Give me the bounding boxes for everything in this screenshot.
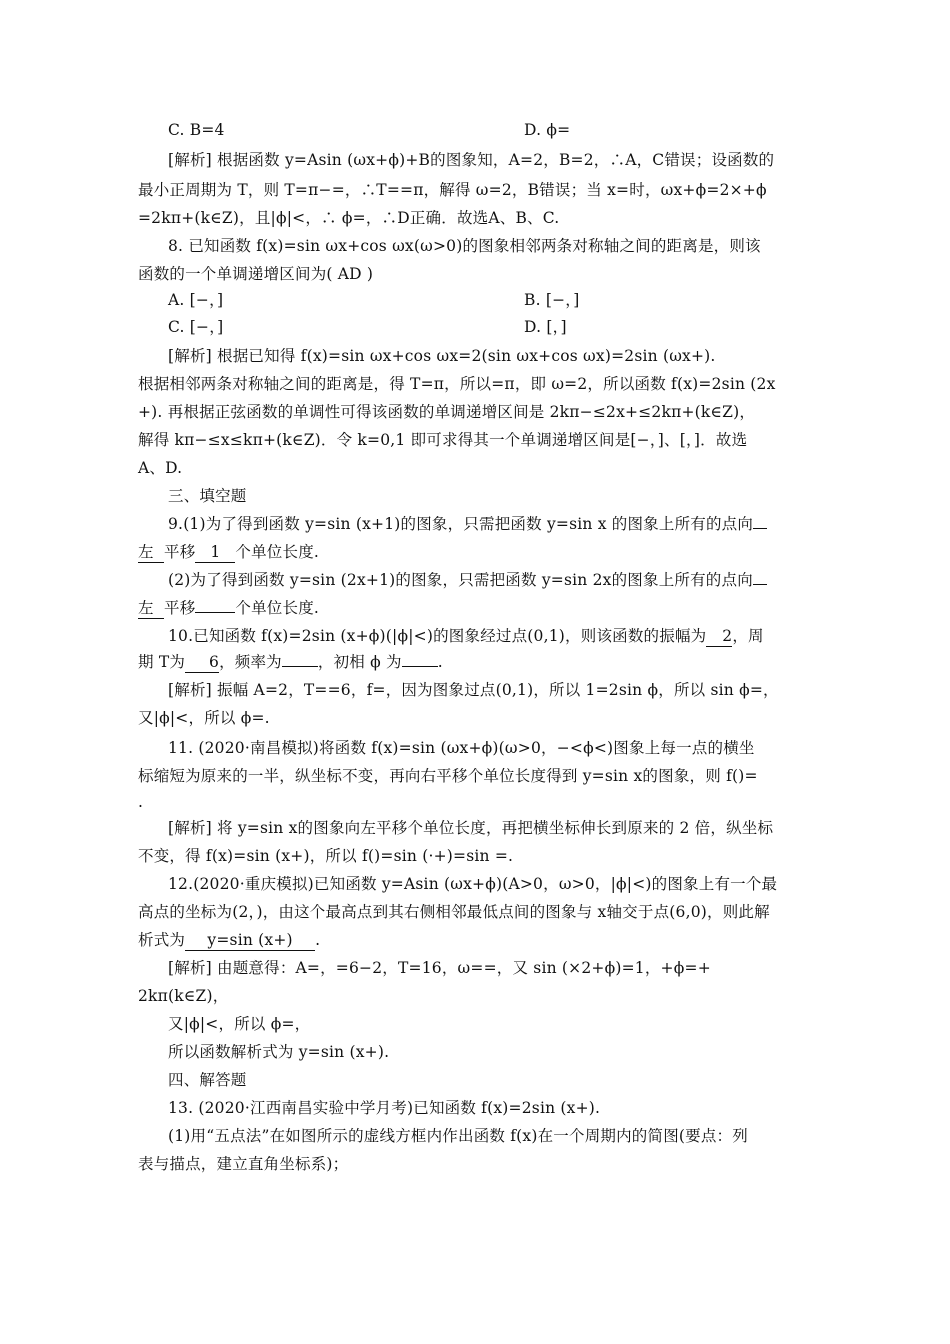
text-line: (1)用“五点法”在如图所示的虚线方框内作出函数 f(x)在一个周期内的简图(要点：列 <box>168 1127 748 1145</box>
question-10: 10.已知函数 f(x)=2sin (x+ϕ)(|ϕ|<)的图象经过点(0,1)，则该函数的振幅为 2，周 <box>168 627 764 645</box>
option-row: A. [−，] B. [−，] <box>168 291 580 309</box>
text-line: A、D. <box>138 459 183 477</box>
question-11: 11. (2020·南昌模拟)将函数 f(x)=sin (ωx+ϕ)(ω>0，−<ϕ<)图象上每一点的横坐 <box>168 739 755 757</box>
text-line: 又|ϕ|<，所以 ϕ=. <box>138 709 270 727</box>
text-line: 所以函数解析式为 y=sin (x+). <box>168 1043 390 1061</box>
option-d: D. ϕ= <box>524 121 571 139</box>
text-line: +). 再根据正弦函数的单调性可得该函数的单调递增区间是 2kπ−≤2x+≤2kπ+(k∈Z)， <box>138 403 756 421</box>
text-line: 解得 kπ−≤x≤kπ+(k∈Z)．令 k=0,1 即可求得其一个单调递增区间是[−，]、[，]．故选 <box>138 431 748 449</box>
section-heading: 四、解答题 <box>168 1071 247 1089</box>
option-c: C. B=4 D. ϕ= <box>168 121 571 139</box>
text-line: 标缩短为原来的一半，纵坐标不变，再向右平移个单位长度得到 y=sin x的图象，则 f()= <box>138 767 758 785</box>
text-line: 又|ϕ|<，所以 ϕ=， <box>168 1015 311 1033</box>
text-line: 左 平移 1 个单位长度. <box>138 543 320 561</box>
text-line: 最小正周期为 T，则 T=π−=，∴T==π，解得 ω=2，B错误；当 x=时，ωx+ϕ=2×+ϕ <box>138 181 767 199</box>
text-line: 表与描点，建立直角坐标系)； <box>138 1155 349 1173</box>
question-9-1: 9.(1)为了得到函数 y=sin (x+1)的图象，只需把函数 y=sin x 的图象上所有的点向 <box>168 514 844 534</box>
text-line: 左 平移 个单位长度. <box>138 599 320 617</box>
analysis-line: [解析] 振幅 A=2，T==6，f=，因为图象过点(0,1)，所以 1=2sin ϕ，所以 sin ϕ=， <box>168 681 779 699</box>
text-line: 期 T为 6，频率为 ，初相 ϕ 为 . <box>138 653 443 671</box>
analysis-line: [解析] 根据已知得 f(x)=sin ωx+cos ωx=2(sin ωx+cos ωx)=2sin (ωx+). <box>168 347 716 365</box>
text-line: . <box>138 793 144 811</box>
text-line: =2kπ+(k∈Z)，且|ϕ|<，∴ ϕ=，∴D正确．故选A、B、C. <box>138 209 560 227</box>
text-line: 函数的一个单调递增区间为( AD ) <box>138 265 374 283</box>
section-heading: 三、填空题 <box>168 487 247 505</box>
text-line: 不变，得 f(x)=sin (x+)，所以 f()=sin (·+)=sin =. <box>138 847 514 865</box>
text-line: 根据相邻两条对称轴之间的距离是，得 T=π，所以=π，即 ω=2，所以函数 f(x)=2sin (2x <box>138 375 776 393</box>
analysis-line: [解析] 根据函数 y=Asin (ωx+ϕ)+B的图象知，A=2，B=2，∴A，C错误；设函数的 <box>168 151 775 169</box>
text-line: 析式为 y=sin (x+) . <box>138 931 321 949</box>
analysis-line: [解析] 由题意得：A=，=6−2，T=16，ω==，又 sin (×2+ϕ)=1，+ϕ=+ <box>168 959 711 977</box>
text-line: 2kπ(k∈Z)， <box>138 987 229 1005</box>
option-row: C. [−，] D. [，] <box>168 318 567 336</box>
question-9-2: (2)为了得到函数 y=sin (2x+1)的图象，只需把函数 y=sin 2x的图象上所有的点向 <box>168 570 844 590</box>
question-12: 12.(2020·重庆模拟)已知函数 y=Asin (ωx+ϕ)(A>0，ω>0，|ϕ|<)的图象上有一个最 <box>168 875 778 893</box>
analysis-line: [解析] 将 y=sin x的图象向左平移个单位长度，再把横坐标伸长到原来的 2 倍，纵坐标 <box>168 819 774 837</box>
question-8: 8. 已知函数 f(x)=sin ωx+cos ωx(ω>0)的图象相邻两条对称轴之间的距离是，则该 <box>168 237 761 255</box>
text-line: 高点的坐标为(2，)，由这个最高点到其右侧相邻最低点间的图象与 x轴交于点(6,0)，则此解 <box>138 903 770 921</box>
question-13: 13. (2020·江西南昌实验中学月考)已知函数 f(x)=2sin (x+). <box>168 1099 601 1117</box>
